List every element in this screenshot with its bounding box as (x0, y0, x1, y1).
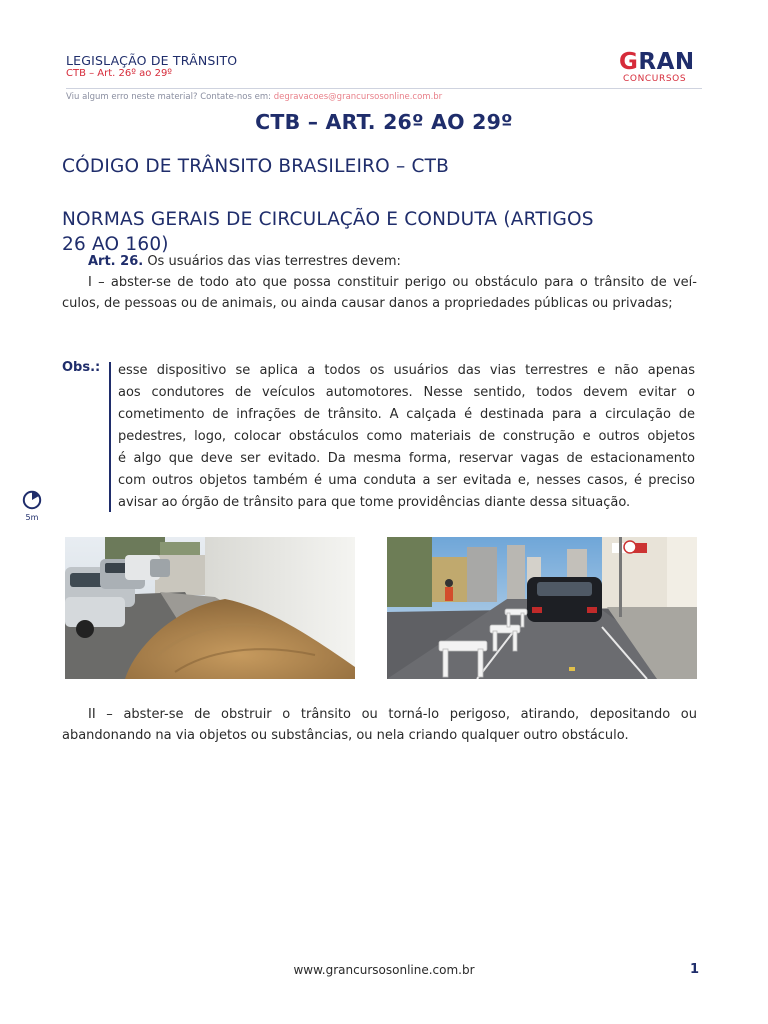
subsection-title: CTB – Art. 26º ao 29º (66, 68, 173, 79)
section-title: LEGISLAÇÃO DE TRÂNSITO (66, 53, 238, 68)
contact-email-link[interactable]: degravacoes@grancursosonline.com.br (273, 92, 443, 102)
timer-label: 5m (25, 513, 39, 522)
obs-line: com outros objetos também é uma conduta a ser evitada e, nesses casos, é preciso (118, 473, 695, 488)
photo-objects-reserving-parking (387, 537, 697, 679)
logo-tagline: CONCURSOS (623, 74, 687, 84)
obs-line: pedestres, logo, colocar obstáculos como materiais de construção e outros objetos (118, 429, 695, 444)
obs-line: é algo que deve ser evitado. Da mesma forma, reservar vagas de estacionamento (118, 451, 695, 466)
art-26-text: Os usuários das vias terrestres devem: (143, 254, 401, 269)
heading-normas-gerais (62, 207, 712, 257)
page-title: CTB – ART. 26º AO 29º (255, 110, 513, 134)
logo-wordmark (619, 50, 695, 74)
heading-codigo-transito: CÓDIGO DE TRÂNSITO BRASILEIRO – CTB (62, 156, 450, 177)
inciso-1 (62, 272, 697, 314)
obs-paragraph (118, 360, 695, 514)
contact-prefix: Viu algum erro neste material? Contate-nos em: (66, 92, 274, 102)
logo-letter-g: G (619, 49, 639, 75)
error-contact-line (66, 92, 442, 102)
logo-letters-ran: RAN (638, 49, 695, 75)
heading-line: 26 AO 160) (62, 234, 169, 255)
stopwatch-icon (22, 490, 42, 510)
inciso-1-line-text: I – abster-se de todo ato que possa constituir perigo ou obstáculo para o trânsito de veí- (88, 275, 697, 290)
inciso-2-line-text: II – abster-se de obstruir o trânsito ou torná-lo perigoso, atirando, depositando ou (88, 707, 697, 722)
inciso-1-line: culos, de pessoas ou de animais, ou ainda causar danos a propriedades públicas ou privadas; (62, 296, 673, 311)
heading-line: NORMAS GERAIS DE CIRCULAÇÃO E CONDUTA (ARTIGOS (62, 209, 594, 230)
art-26-intro (62, 251, 697, 272)
inciso-1-line (62, 272, 697, 293)
inciso-2-line (62, 704, 697, 725)
gran-concursos-logo[interactable] (619, 50, 703, 86)
page-number: 1 (690, 962, 700, 977)
photo-sand-on-sidewalk (65, 537, 355, 679)
footer-website-link[interactable]: www.grancursosonline.com.br (293, 963, 475, 977)
header-divider (66, 88, 702, 89)
obs-line: avisar ao órgão de trânsito para que tome providências diante dessa situação. (118, 495, 631, 510)
obs-label: Obs.: (62, 360, 101, 375)
obs-line: aos condutores de veículos automotores. Nesse sentido, todos devem evitar o (118, 385, 695, 400)
obs-vertical-rule (109, 362, 111, 512)
inciso-2-line: abandonando na via objetos ou substâncias, ou nela criando qualquer outro obstáculo. (62, 728, 629, 743)
obs-line: cometimento de infrações de trânsito. A calçada é destinada para a circulação de (118, 407, 695, 422)
obs-line: esse dispositivo se aplica a todos os usuários das vias terrestres e não apenas (118, 363, 695, 378)
inciso-2 (62, 704, 697, 746)
art-26-label: Art. 26. (88, 254, 144, 269)
